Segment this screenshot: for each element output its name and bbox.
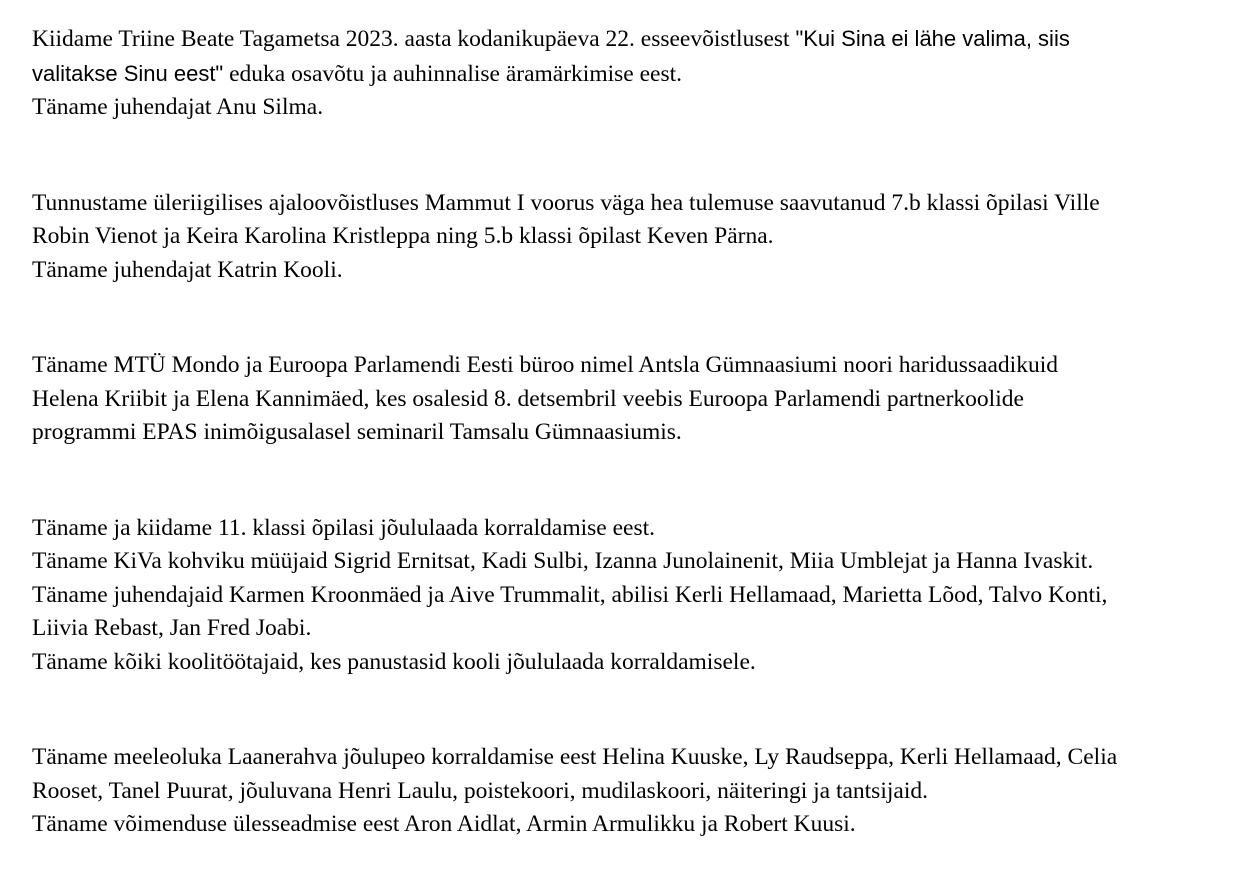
text-line: Helena Kriibit ja Elena Kannimäed, kes osalesid 8. detsembril veebis Euroopa Parlamendi partnerkoolide xyxy=(32,385,1024,412)
text-line: programmi EPAS inimõigusalasel seminaril Tamsalu Gümnaasiumis. xyxy=(32,419,682,445)
text-line: Täname kõiki koolitöötajaid, kes panustasid kooli jõululaada korraldamisele. xyxy=(32,648,756,675)
text-line: Rooset, Tanel Puurat, jõuluvana Henri Laulu, poistekoori, mudilaskoori, näiteringi ja tantsijaid. xyxy=(32,777,928,804)
text-line: Täname MTÜ Mondo ja Euroopa Parlamendi Eesti büroo nimel Antsla Gümnaasiumi noori haridussaadikuid xyxy=(32,352,1058,378)
text-line: Liivia Rebast, Jan Fred Joabi. xyxy=(32,615,312,641)
text-line: Täname KiVa kohviku müüjaid Sigrid Ernitsat, Kadi Sulbi, Izanna Junolainenit, Miia Umblejat ja Hanna Ivaskit. xyxy=(32,548,1094,574)
text-run: eduka osavõtu ja auhinnalise äramärkimise eest. xyxy=(223,60,682,87)
text-line: Täname võimenduse ülesseadmise eest Aron Aidlat, Armin Armulikku ja Robert Kuusi. xyxy=(32,811,856,837)
paragraph-history-contest xyxy=(32,187,1232,288)
paragraph-christmas-fair xyxy=(32,512,1232,680)
paragraph-epas-seminar xyxy=(32,349,1232,450)
text-line xyxy=(32,22,1232,57)
essay-title-run: valitakse Sinu eest" xyxy=(32,60,224,86)
text-line: Robin Vienot ja Keira Karolina Kristleppa ning 5.b klassi õpilast Keven Pärna. xyxy=(32,223,774,249)
text-line: Tunnustame üleriigilises ajaloovõistluses Mammut I voorus väga hea tulemuse saavutanud 7.b klassi õpilasi Ville xyxy=(32,189,1100,216)
text-line: Täname meeleoluka Laanerahva jõulupeo korraldamise eest Helina Kuuske, Ly Raudseppa, Kerli Hellamaad, Celia xyxy=(32,744,1118,770)
text-line: Täname juhendajat Katrin Kooli. xyxy=(32,256,343,283)
document-body xyxy=(32,22,1232,842)
text-line: Täname ja kiidame 11. klassi õpilasi jõululaada korraldamise eest. xyxy=(32,514,655,541)
text-line xyxy=(32,57,1232,92)
text-run: Kiidame Triine Beate Tagametsa 2023. aasta kodanikupäeva 22. esseevõistlusest xyxy=(32,26,796,52)
paragraph-christmas-party xyxy=(32,741,1232,842)
paragraph-essay-contest xyxy=(32,22,1232,125)
essay-title-run: "Kui Sina ei lähe valima, siis xyxy=(795,26,1070,51)
text-line: Täname juhendajaid Karmen Kroonmäed ja Aive Trummalit, abilisi Kerli Hellamaad, Marietta Lõod, Talvo Konti, xyxy=(32,581,1108,608)
text-line: Täname juhendajat Anu Silma. xyxy=(32,94,324,120)
